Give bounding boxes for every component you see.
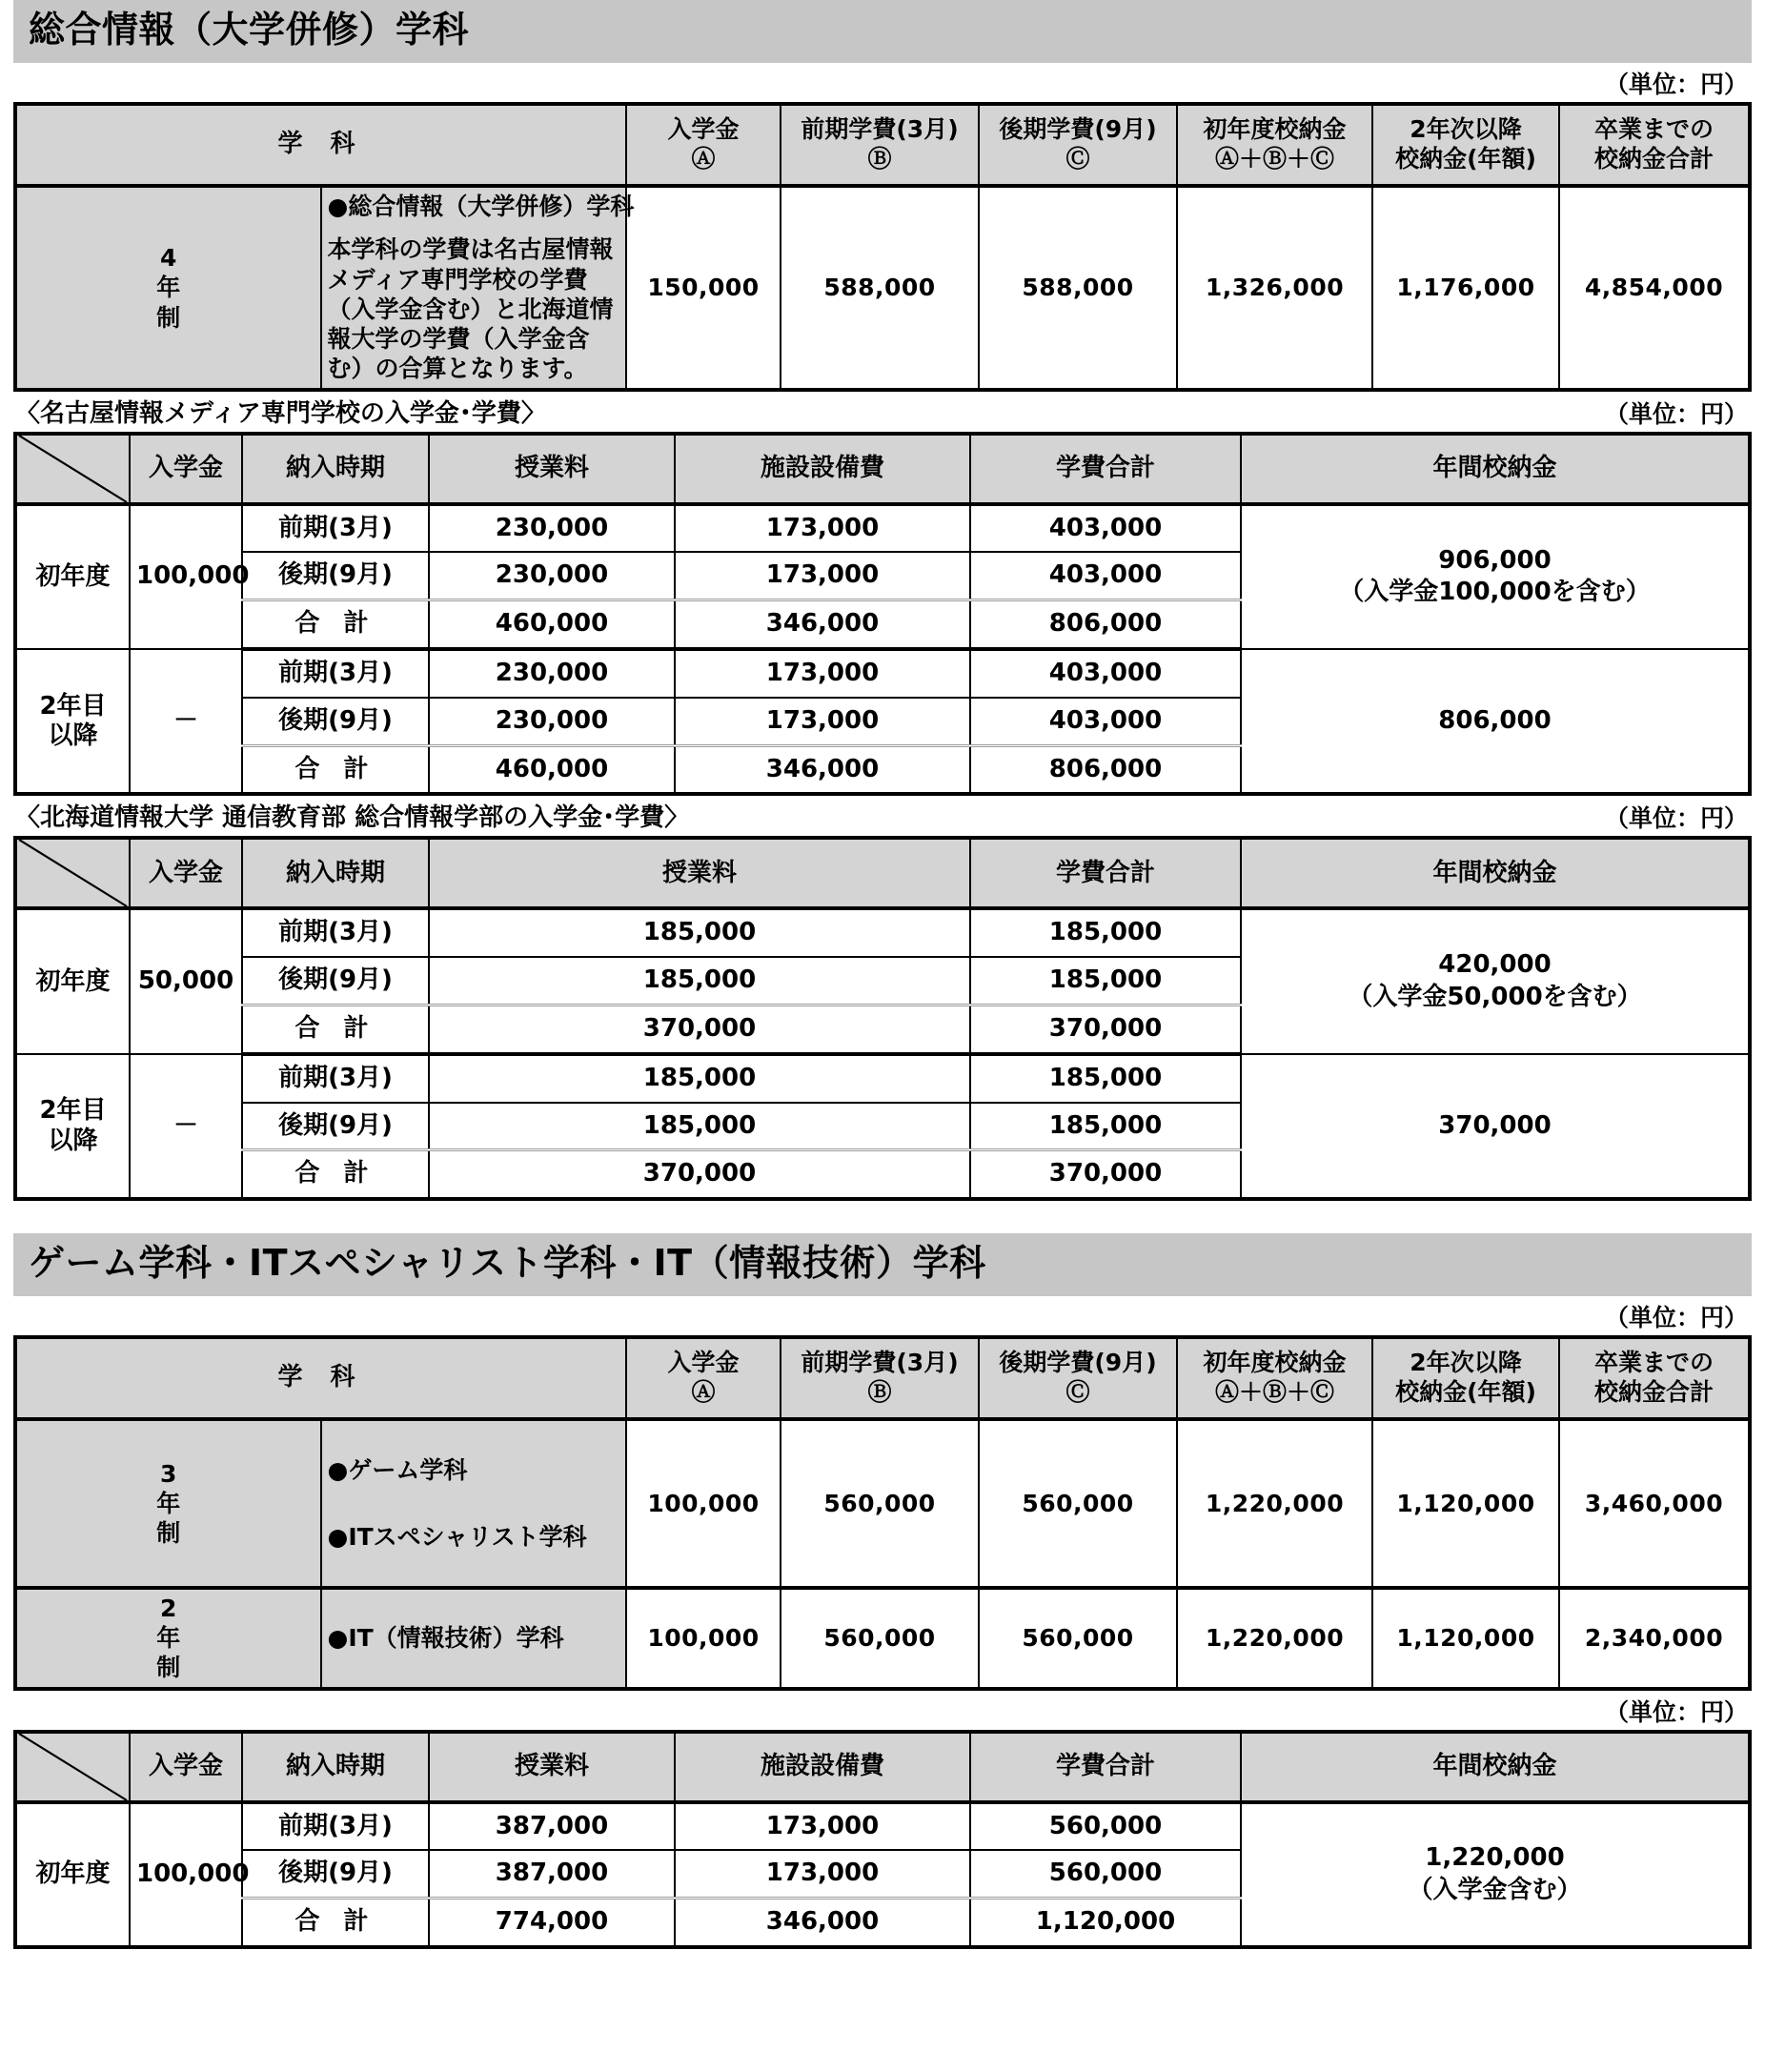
- cell-period: 前期(3月): [242, 908, 429, 957]
- col-header-second-term-line2: Ⓒ: [1065, 144, 1090, 173]
- cell-admission: －: [130, 1054, 242, 1199]
- cell-until-graduation: 4,854,000: [1559, 186, 1750, 390]
- cell-period-total: 合 計: [242, 600, 429, 649]
- breakdown-nagoya-head: [15, 434, 1750, 504]
- year-char: 年: [156, 274, 181, 302]
- col-header-from-second-year: [1372, 104, 1559, 187]
- corner-diagonal-header: [15, 1732, 130, 1802]
- cell-period: 後期(9月): [242, 552, 429, 599]
- col-header-admission-line1: 入学金: [667, 114, 740, 143]
- cell-total-sum: 1,120,000: [970, 1899, 1241, 1947]
- cell-tuition: 230,000: [429, 552, 675, 599]
- row-year-label: 初年度: [15, 504, 130, 649]
- col-header-dept: 学 科: [15, 1337, 626, 1420]
- cell-period-total: 合 計: [242, 1006, 429, 1054]
- cell-second-term: 560,000: [979, 1419, 1177, 1588]
- table-header-row: [15, 838, 1750, 908]
- cell-total: 185,000: [970, 1054, 1241, 1103]
- cell-admission: －: [130, 649, 242, 794]
- cell-total-sum: 806,000: [970, 745, 1241, 794]
- summary-table-1-body: [15, 186, 1750, 390]
- col-header-admission: 入学金: [130, 434, 242, 504]
- corner-diagonal-header: [15, 838, 130, 908]
- row-year-label-line2: 以降: [48, 1126, 98, 1155]
- cell-period-total: 合 計: [242, 745, 429, 794]
- row-year-system: [15, 186, 321, 390]
- col-header-annual-payment: 年間校納金: [1241, 838, 1750, 908]
- summary-table-2-body: [15, 1419, 1750, 1688]
- col-header-first-year-total-line2: Ⓐ＋Ⓑ＋Ⓒ: [1214, 144, 1334, 173]
- cell-admission: 50,000: [130, 908, 242, 1053]
- cell-period: 後期(9月): [242, 1850, 429, 1898]
- cell-first-year-total: 1,220,000: [1177, 1419, 1372, 1588]
- annual-note: （入学金含む）: [1408, 1875, 1582, 1904]
- cell-total: 560,000: [970, 1802, 1241, 1851]
- diagonal-line-icon: [17, 840, 129, 906]
- cell-admission: 100,000: [626, 1588, 781, 1689]
- col-header-from-second-year-line2: 校納金(年額): [1395, 1378, 1536, 1407]
- col-header-second-term-line1: 後期学費(9月): [999, 1348, 1157, 1376]
- cell-total: 403,000: [970, 698, 1241, 745]
- cell-total-sum: 370,000: [970, 1150, 1241, 1199]
- col-header-until-graduation-line1: 卒業までの: [1593, 1348, 1714, 1376]
- table-row: [15, 186, 1750, 390]
- cell-period: 後期(9月): [242, 698, 429, 745]
- row-year-label: 初年度: [15, 908, 130, 1053]
- cell-facility: 173,000: [675, 552, 970, 599]
- col-header-second-term: [979, 1337, 1177, 1420]
- year-sys-char: 制: [156, 1654, 181, 1682]
- breakdown-table-game-it: [13, 1730, 1752, 1949]
- department-item: ●ゲーム学科: [327, 1456, 468, 1485]
- section-spacer: [13, 1201, 1752, 1233]
- cell-from-second-year: 1,120,000: [1372, 1419, 1559, 1588]
- cell-tuition: 230,000: [429, 698, 675, 745]
- cell-tuition: 185,000: [429, 1054, 970, 1103]
- section-banner-1: 総合情報（大学併修）学科: [13, 0, 1752, 63]
- table-row: [15, 1588, 1750, 1689]
- cell-total: 403,000: [970, 552, 1241, 599]
- col-header-tuition: 授業料: [429, 838, 970, 908]
- annual-note: （入学金100,000を含む）: [1339, 578, 1651, 607]
- annual-amount: 806,000: [1438, 705, 1552, 735]
- col-header-from-second-year-line1: 2年次以降: [1410, 1348, 1522, 1376]
- table-header-row: [15, 434, 1750, 504]
- col-header-facility-fee: 施設設備費: [675, 434, 970, 504]
- table-row: [15, 1054, 1750, 1103]
- col-header-until-graduation-line2: 校納金合計: [1593, 1378, 1714, 1407]
- col-header-admission: [626, 104, 781, 187]
- corner-diagonal-header: [15, 434, 130, 504]
- breakdown-nagoya-body: [15, 504, 1750, 795]
- cell-first-year-total: 1,326,000: [1177, 186, 1372, 390]
- cell-period: 後期(9月): [242, 1103, 429, 1150]
- col-header-dept: 学 科: [15, 104, 626, 187]
- cell-total: 560,000: [970, 1850, 1241, 1898]
- cell-until-graduation: 3,460,000: [1559, 1419, 1750, 1588]
- col-header-admission-line1: 入学金: [667, 1348, 740, 1376]
- col-header-tuition-total: 学費合計: [970, 1732, 1241, 1802]
- cell-from-second-year: 1,120,000: [1372, 1588, 1559, 1689]
- row-department-cell: [321, 186, 635, 390]
- cell-facility: 173,000: [675, 1850, 970, 1898]
- sub-caption-row-hokkaido: [13, 796, 1752, 836]
- col-header-first-year-total-line2: Ⓐ＋Ⓑ＋Ⓒ: [1214, 1378, 1334, 1407]
- col-header-from-second-year: [1372, 1337, 1559, 1420]
- year-digit: 2: [160, 1594, 177, 1622]
- cell-period: 前期(3月): [242, 649, 429, 698]
- row-year-label: [15, 1054, 130, 1199]
- cell-tuition: 387,000: [429, 1850, 675, 1898]
- department-name: ●総合情報（大学併修）学科: [327, 193, 635, 221]
- table-row: [15, 908, 1750, 957]
- breakdown-game-it-body: [15, 1802, 1750, 1947]
- col-header-admission-line2: Ⓐ: [691, 1378, 716, 1407]
- section-banner-2: ゲーム学科・ITスペシャリスト学科・IT（情報技術）学科: [13, 1233, 1752, 1296]
- cell-total: 403,000: [970, 504, 1241, 553]
- breakdown-table-nagoya: [13, 432, 1752, 797]
- col-header-admission: 入学金: [130, 838, 242, 908]
- table-header-row: [15, 1732, 1750, 1802]
- cell-annual-payment: [1241, 1802, 1750, 1947]
- unit-note-nagoya: （単位：円）: [1604, 399, 1748, 428]
- cell-first-term: 560,000: [781, 1419, 979, 1588]
- cell-tuition: 185,000: [429, 957, 970, 1005]
- col-header-from-second-year-line2: 校納金(年額): [1395, 144, 1536, 173]
- col-header-payment-period: 納入時期: [242, 434, 429, 504]
- annual-amount: 906,000: [1438, 545, 1552, 575]
- cell-facility-total: 346,000: [675, 745, 970, 794]
- cell-facility: 173,000: [675, 649, 970, 698]
- sub-caption-nagoya: 〈名古屋情報メディア専門学校の入学金･学費〉: [15, 398, 546, 428]
- summary-table-1: [13, 102, 1752, 392]
- col-header-tuition-total: 学費合計: [970, 434, 1241, 504]
- col-header-tuition-total: 学費合計: [970, 838, 1241, 908]
- row-year-system: [15, 1588, 321, 1689]
- diagonal-line-icon: [17, 1734, 129, 1800]
- cell-first-term: 588,000: [781, 186, 979, 390]
- cell-facility-total: 346,000: [675, 1899, 970, 1947]
- cell-tuition: 230,000: [429, 649, 675, 698]
- unit-note-1: （単位：円）: [1604, 70, 1748, 98]
- cell-until-graduation: 2,340,000: [1559, 1588, 1750, 1689]
- cell-period: 前期(3月): [242, 1054, 429, 1103]
- col-header-first-year-total: [1177, 1337, 1372, 1420]
- cell-admission: 150,000: [626, 186, 781, 390]
- cell-annual-payment: [1241, 504, 1750, 649]
- col-header-first-term-line2: Ⓑ: [867, 1378, 892, 1407]
- row-year-label: 初年度: [15, 1802, 130, 1947]
- annual-amount: 370,000: [1438, 1110, 1552, 1140]
- cell-tuition-total: 460,000: [429, 745, 675, 794]
- col-header-from-second-year-line1: 2年次以降: [1410, 114, 1522, 143]
- col-header-first-term: [781, 1337, 979, 1420]
- unit-note-hokkaido: （単位：円）: [1604, 804, 1748, 833]
- cell-total-sum: 370,000: [970, 1006, 1241, 1054]
- sub-caption-row-nagoya: [13, 392, 1752, 432]
- col-header-payment-period: 納入時期: [242, 1732, 429, 1802]
- col-header-tuition: 授業料: [429, 434, 675, 504]
- unit-note-2: （単位：円）: [1604, 1303, 1748, 1331]
- col-header-admission: [626, 1337, 781, 1420]
- cell-tuition-total: 774,000: [429, 1899, 675, 1947]
- cell-admission: 100,000: [626, 1419, 781, 1588]
- col-header-second-term-line2: Ⓒ: [1065, 1378, 1090, 1407]
- year-char: 年: [156, 1490, 181, 1518]
- cell-period: 後期(9月): [242, 957, 429, 1005]
- cell-tuition: 185,000: [429, 908, 970, 957]
- sub-caption-hokkaido: 〈北海道情報大学 通信教育部 総合情報学部の入学金･学費〉: [15, 803, 690, 833]
- table-row: [15, 649, 1750, 698]
- col-header-first-term: [781, 104, 979, 187]
- col-header-first-term-line1: 前期学費(3月): [801, 1348, 959, 1376]
- year-digit: 4: [160, 244, 177, 273]
- cell-total: 185,000: [970, 908, 1241, 957]
- cell-period-total: 合 計: [242, 1150, 429, 1199]
- col-header-second-term-line1: 後期学費(9月): [999, 114, 1157, 143]
- cell-total: 403,000: [970, 649, 1241, 698]
- cell-admission: 100,000: [130, 1802, 242, 1947]
- cell-facility: 173,000: [675, 698, 970, 745]
- summary-table-2-head: [15, 1337, 1750, 1420]
- col-header-until-graduation: [1559, 1337, 1750, 1420]
- summary-table-2: [13, 1335, 1752, 1691]
- breakdown-game-it-head: [15, 1732, 1750, 1802]
- table-header-row: [15, 104, 1750, 187]
- cell-total: 185,000: [970, 957, 1241, 1005]
- cell-annual-payment: [1241, 908, 1750, 1053]
- col-header-first-term-line1: 前期学費(3月): [801, 114, 959, 143]
- cell-facility: 173,000: [675, 1802, 970, 1851]
- cell-period: 前期(3月): [242, 504, 429, 553]
- col-header-admission: 入学金: [130, 1732, 242, 1802]
- row-year-label-line1: 2年目: [39, 1096, 107, 1126]
- col-header-second-term: [979, 104, 1177, 187]
- cell-second-term: 588,000: [979, 186, 1177, 390]
- cell-first-term: 560,000: [781, 1588, 979, 1689]
- breakdown-hokkaido-body: [15, 908, 1750, 1199]
- table-row: [15, 1419, 1750, 1588]
- unit-note-3: （単位：円）: [1604, 1697, 1748, 1726]
- col-header-first-year-total-line1: 初年度校納金: [1203, 114, 1347, 143]
- table-header-row: [15, 1337, 1750, 1420]
- table-row: [15, 1802, 1750, 1851]
- cell-second-term: 560,000: [979, 1588, 1177, 1689]
- col-header-first-year-total: [1177, 104, 1372, 187]
- cell-facility-total: 346,000: [675, 600, 970, 649]
- cell-tuition: 230,000: [429, 504, 675, 553]
- cell-first-year-total: 1,220,000: [1177, 1588, 1372, 1689]
- cell-tuition-total: 370,000: [429, 1006, 970, 1054]
- row-year-label: [15, 649, 130, 794]
- col-header-first-year-total-line1: 初年度校納金: [1203, 1348, 1347, 1376]
- cell-admission: 100,000: [130, 504, 242, 649]
- col-header-first-term-line2: Ⓑ: [867, 144, 892, 173]
- cell-tuition: 185,000: [429, 1103, 970, 1150]
- cell-tuition-total: 370,000: [429, 1150, 970, 1199]
- col-header-until-graduation: [1559, 104, 1750, 187]
- col-header-annual-payment: 年間校納金: [1241, 434, 1750, 504]
- diagonal-line-icon: [17, 436, 129, 502]
- breakdown-table-hokkaido: [13, 836, 1752, 1201]
- cell-annual-payment: [1241, 1054, 1750, 1199]
- col-header-until-graduation-line2: 校納金合計: [1593, 144, 1714, 173]
- year-digit: 3: [160, 1459, 177, 1488]
- annual-amount: 1,220,000: [1425, 1843, 1565, 1873]
- col-header-until-graduation-line1: 卒業までの: [1593, 114, 1714, 143]
- col-header-tuition: 授業料: [429, 1732, 675, 1802]
- row-department-cell: [321, 1588, 627, 1689]
- year-char: 年: [156, 1624, 181, 1653]
- annual-note: （入学金50,000を含む）: [1348, 983, 1642, 1012]
- year-sys-char: 制: [156, 1519, 181, 1548]
- cell-period: 前期(3月): [242, 1802, 429, 1851]
- annual-amount: 420,000: [1438, 950, 1552, 980]
- col-header-admission-line2: Ⓐ: [691, 144, 716, 173]
- row-year-system: [15, 1419, 321, 1588]
- col-header-annual-payment: 年間校納金: [1241, 1732, 1750, 1802]
- table-row: [15, 504, 1750, 553]
- department-item: ●IT（情報技術）学科: [327, 1624, 564, 1653]
- cell-total-sum: 806,000: [970, 600, 1241, 649]
- cell-tuition-total: 460,000: [429, 600, 675, 649]
- row-department-cell: [321, 1419, 627, 1588]
- row-year-label-line1: 2年目: [39, 691, 107, 721]
- cell-annual-payment: [1241, 649, 1750, 794]
- cell-tuition: 387,000: [429, 1802, 675, 1851]
- cell-facility: 173,000: [675, 504, 970, 553]
- breakdown-hokkaido-head: [15, 838, 1750, 908]
- summary-table-1-head: [15, 104, 1750, 187]
- year-sys-char: 制: [156, 303, 181, 332]
- cell-from-second-year: 1,176,000: [1372, 186, 1559, 390]
- col-header-payment-period: 納入時期: [242, 838, 429, 908]
- cell-total: 185,000: [970, 1103, 1241, 1150]
- department-item: ●ITスペシャリスト学科: [327, 1522, 587, 1551]
- col-header-facility-fee: 施設設備費: [675, 1732, 970, 1802]
- row-year-label-line2: 以降: [48, 721, 98, 750]
- cell-period-total: 合 計: [242, 1899, 429, 1947]
- department-description: 本学科の学費は名古屋情報メディア専門学校の学費（入学金含む）と北海道情報大学の学費（入学金含む）の合算となります。: [327, 235, 614, 383]
